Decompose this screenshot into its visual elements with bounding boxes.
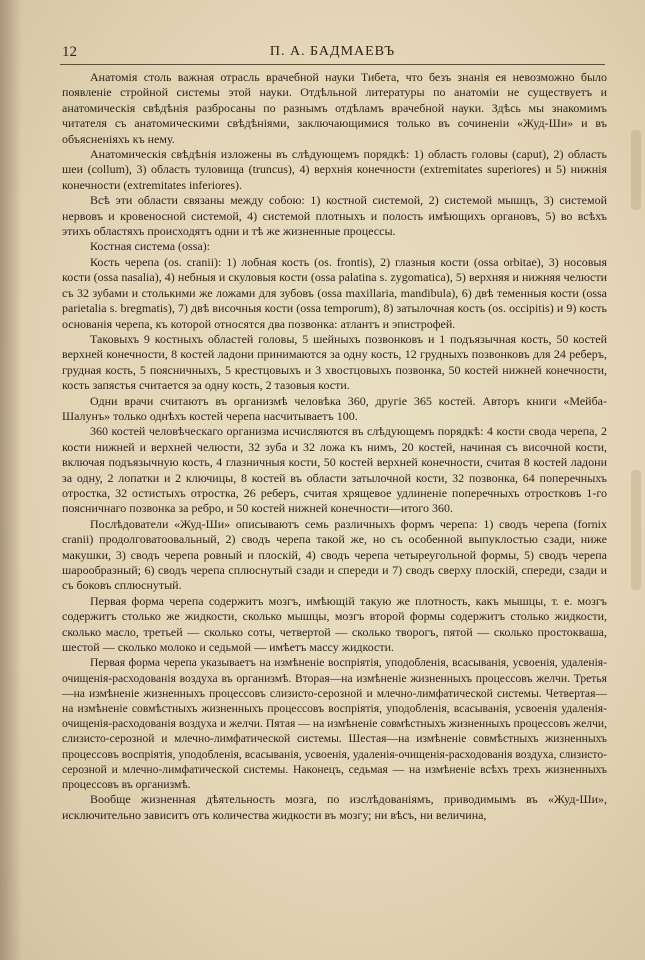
- paragraph: Кость черепа (os. cranii): 1) лобная кость (os. frontis), 2) глазныя кости (ossa orbitae), 3) носовыя кости (ossa nasalia), 4) небныя и скуловыя кости (ossa palatina s. zygomatica), 5) верхняя и нижняя челюсти съ 32 зубами и столькими же ложами для зубовъ (ossa maxillaria, mandibula), 6) двѣ теменныя кости (ossa parietalia s. bregmatis), 7) двѣ височныя кости (ossa temporum), 8) затылочная кость (os. occipitis) и 9) кость основанія черепа, къ которой относятся два позвонка: атлантъ и эпистрофей.: [62, 254, 607, 331]
- paragraph: Первая форма черепа содержитъ мозгъ, имѣющій такую же плотность, какъ мышцы, т. е. мозгъ содержитъ столько же жидкости, сколько мышцы, мозгъ второй формы содержитъ столько жидкости, сколько масло, третьей — сколько соты, четвертой — сколько творогъ, пятой — сколько простокваша, шестой — сколько молоко и седьмой — имѣетъ массу жидкости.: [62, 593, 607, 655]
- paragraph: Костная система (ossa):: [90, 239, 211, 254]
- paragraph: Таковыхъ 9 костныхъ областей головы, 5 шейныхъ позвонковъ и 1 подъязычная кость, 50 костей верхней конечности, 8 костей ладони принимаются за одну кость, 12 грудныхъ позвонковъ для 24 реберъ, грудная кость, 5 поясничныхъ, 5 крестцовыхъ и 3 хвостцовыхъ позвонка, 50 костей нижней конечности, кость запястья считается за одну кость, 2 тазовыя кости.: [62, 331, 607, 393]
- paragraph: Одни врачи считаютъ въ организмѣ человѣка 360, другіе 365 костей. Авторъ книги «Мейба-Шалунъ» только однѣхъ костей черепа насчитываетъ 100.: [62, 393, 607, 423]
- page-header: [60, 44, 605, 65]
- paragraph: Вообще жизненная дѣятельность мозга, по изслѣдованіямъ, приводимымъ въ «Жуд-Ши», исключительно зависитъ отъ количества жидкости въ мозгу; ни вѣсъ, ни величина,: [62, 792, 607, 822]
- paragraph: Анатомическія свѣдѣнія изложены въ слѣдующемъ порядкѣ: 1) область головы (caput), 2) область шеи (collum), 3) область туловища (truncus), 4) верхнія конечности (extremitates superiores) и 5) нижнія конечности (extremitates inferiores).: [62, 147, 607, 192]
- paragraph: Всѣ эти области связаны между собою: 1) костной системой, 2) системой мышцъ, 3) системой нервовъ и кровеносной системой, 4) системой плотныхъ и полость имѣющихъ органовъ, 5) во всѣхъ этихъ областяхъ происходятъ одни и тѣ же жизненные процессы.: [62, 193, 607, 239]
- paragraph: Анатомія столь важная отрасль врачебной науки Тибета, что безъ знанія ея невозможно было появленіе стройной системы этой науки. Отдѣльной литературы по анатоміи не существуетъ и анатомическія свѣдѣнія разбросаны по разнымъ отдѣламъ врачебной науки. Здѣсь мы знакомимъ читателя съ анатомическими свѣдѣніями, заключающимися только въ сочиненіи «Жуд-Ши» и въ объясненіяхъ къ нему.: [62, 70, 607, 146]
- paragraph: 360 костей человѣческаго организма исчисляются въ слѣдующемъ порядкѣ: 4 кости свода черепа, 2 кости нижней и верхней челюсти, 32 зуба и 32 ложа къ нимъ, 20 костей, начиная съ височной кости, включая подъязычную кость, 4 глазничныя кости, 50 костей верхней конечности, считая 8 костей ладони за одну, 2 лопатки и 2 ключицы, 8 костей въ области затылочной кости, 32 позвонка, 64 поперечныхъ отростка, 32 остистыхъ отростка, 26 реберъ, считая хрящевое удлиненіе поперечныхъ отростковъ 1-го поясничнаго позвонка за ребро, и 50 костей нижней конечности—итого 360.: [62, 424, 607, 516]
- running-head: П. А. БАДМАЕВЪ: [269, 44, 396, 59]
- paragraph: Послѣдователи «Жуд-Ши» описываютъ семь различныхъ формъ черепа: 1) сводъ черепа (fornix cranii) продолговатоовальный, 2) сводъ черепа такой же, но съ особенной выпуклостью сзади, ниже макушки, 3) сводъ черепа ровный и плоскій, 4) сводъ черепа четыреугольной формы, 5) сводъ черепа шарообразный; 6) сводъ черепа сплюснутый сзади и спереди и 7) сводъ сверху плоскій, спереди, сзади и съ боковъ сплюснутый.: [62, 516, 607, 593]
- body-text: [62, 70, 607, 823]
- page-stain: [631, 130, 641, 210]
- paragraph: Первая форма черепа указываетъ на измѣненіе воспріятія, уподобленія, всасыванія, усвоенія, удаленія-очищенія-расходованія воздуха въ организмѣ. Вторая—на измѣненіе жизненныхъ процессовъ желчи. Третья—на измѣненіе жизненныхъ процессовъ слизисто-серозной и млечно-лимфатической системы. Четвертая—на измѣненіе совмѣстныхъ жизненныхъ процессовъ воспріятія, уподобленія, всасыванія, усвоенія удаленія-очищенія-расходованія воздуха и желчи. Пятая — на измѣненіе совмѣстныхъ жизненныхъ процессовъ желчи, слизисто-серозной и млечно-лимфатической системы. Шестая—на измѣненіе совмѣстныхъ жизненныхъ процессовъ воспріятія, уподобленія, всасыванія, усвоенія, удаленія-очищенія-расходованія воздуха, слизисто-серозной и млечно-лимфатической системы. Наконецъ, седьмая — на измѣненіе всѣхъ трехъ жизненныхъ процессовъ въ организмѣ.: [62, 656, 607, 792]
- page-stain: [631, 470, 641, 590]
- page-number: 12: [62, 44, 77, 60]
